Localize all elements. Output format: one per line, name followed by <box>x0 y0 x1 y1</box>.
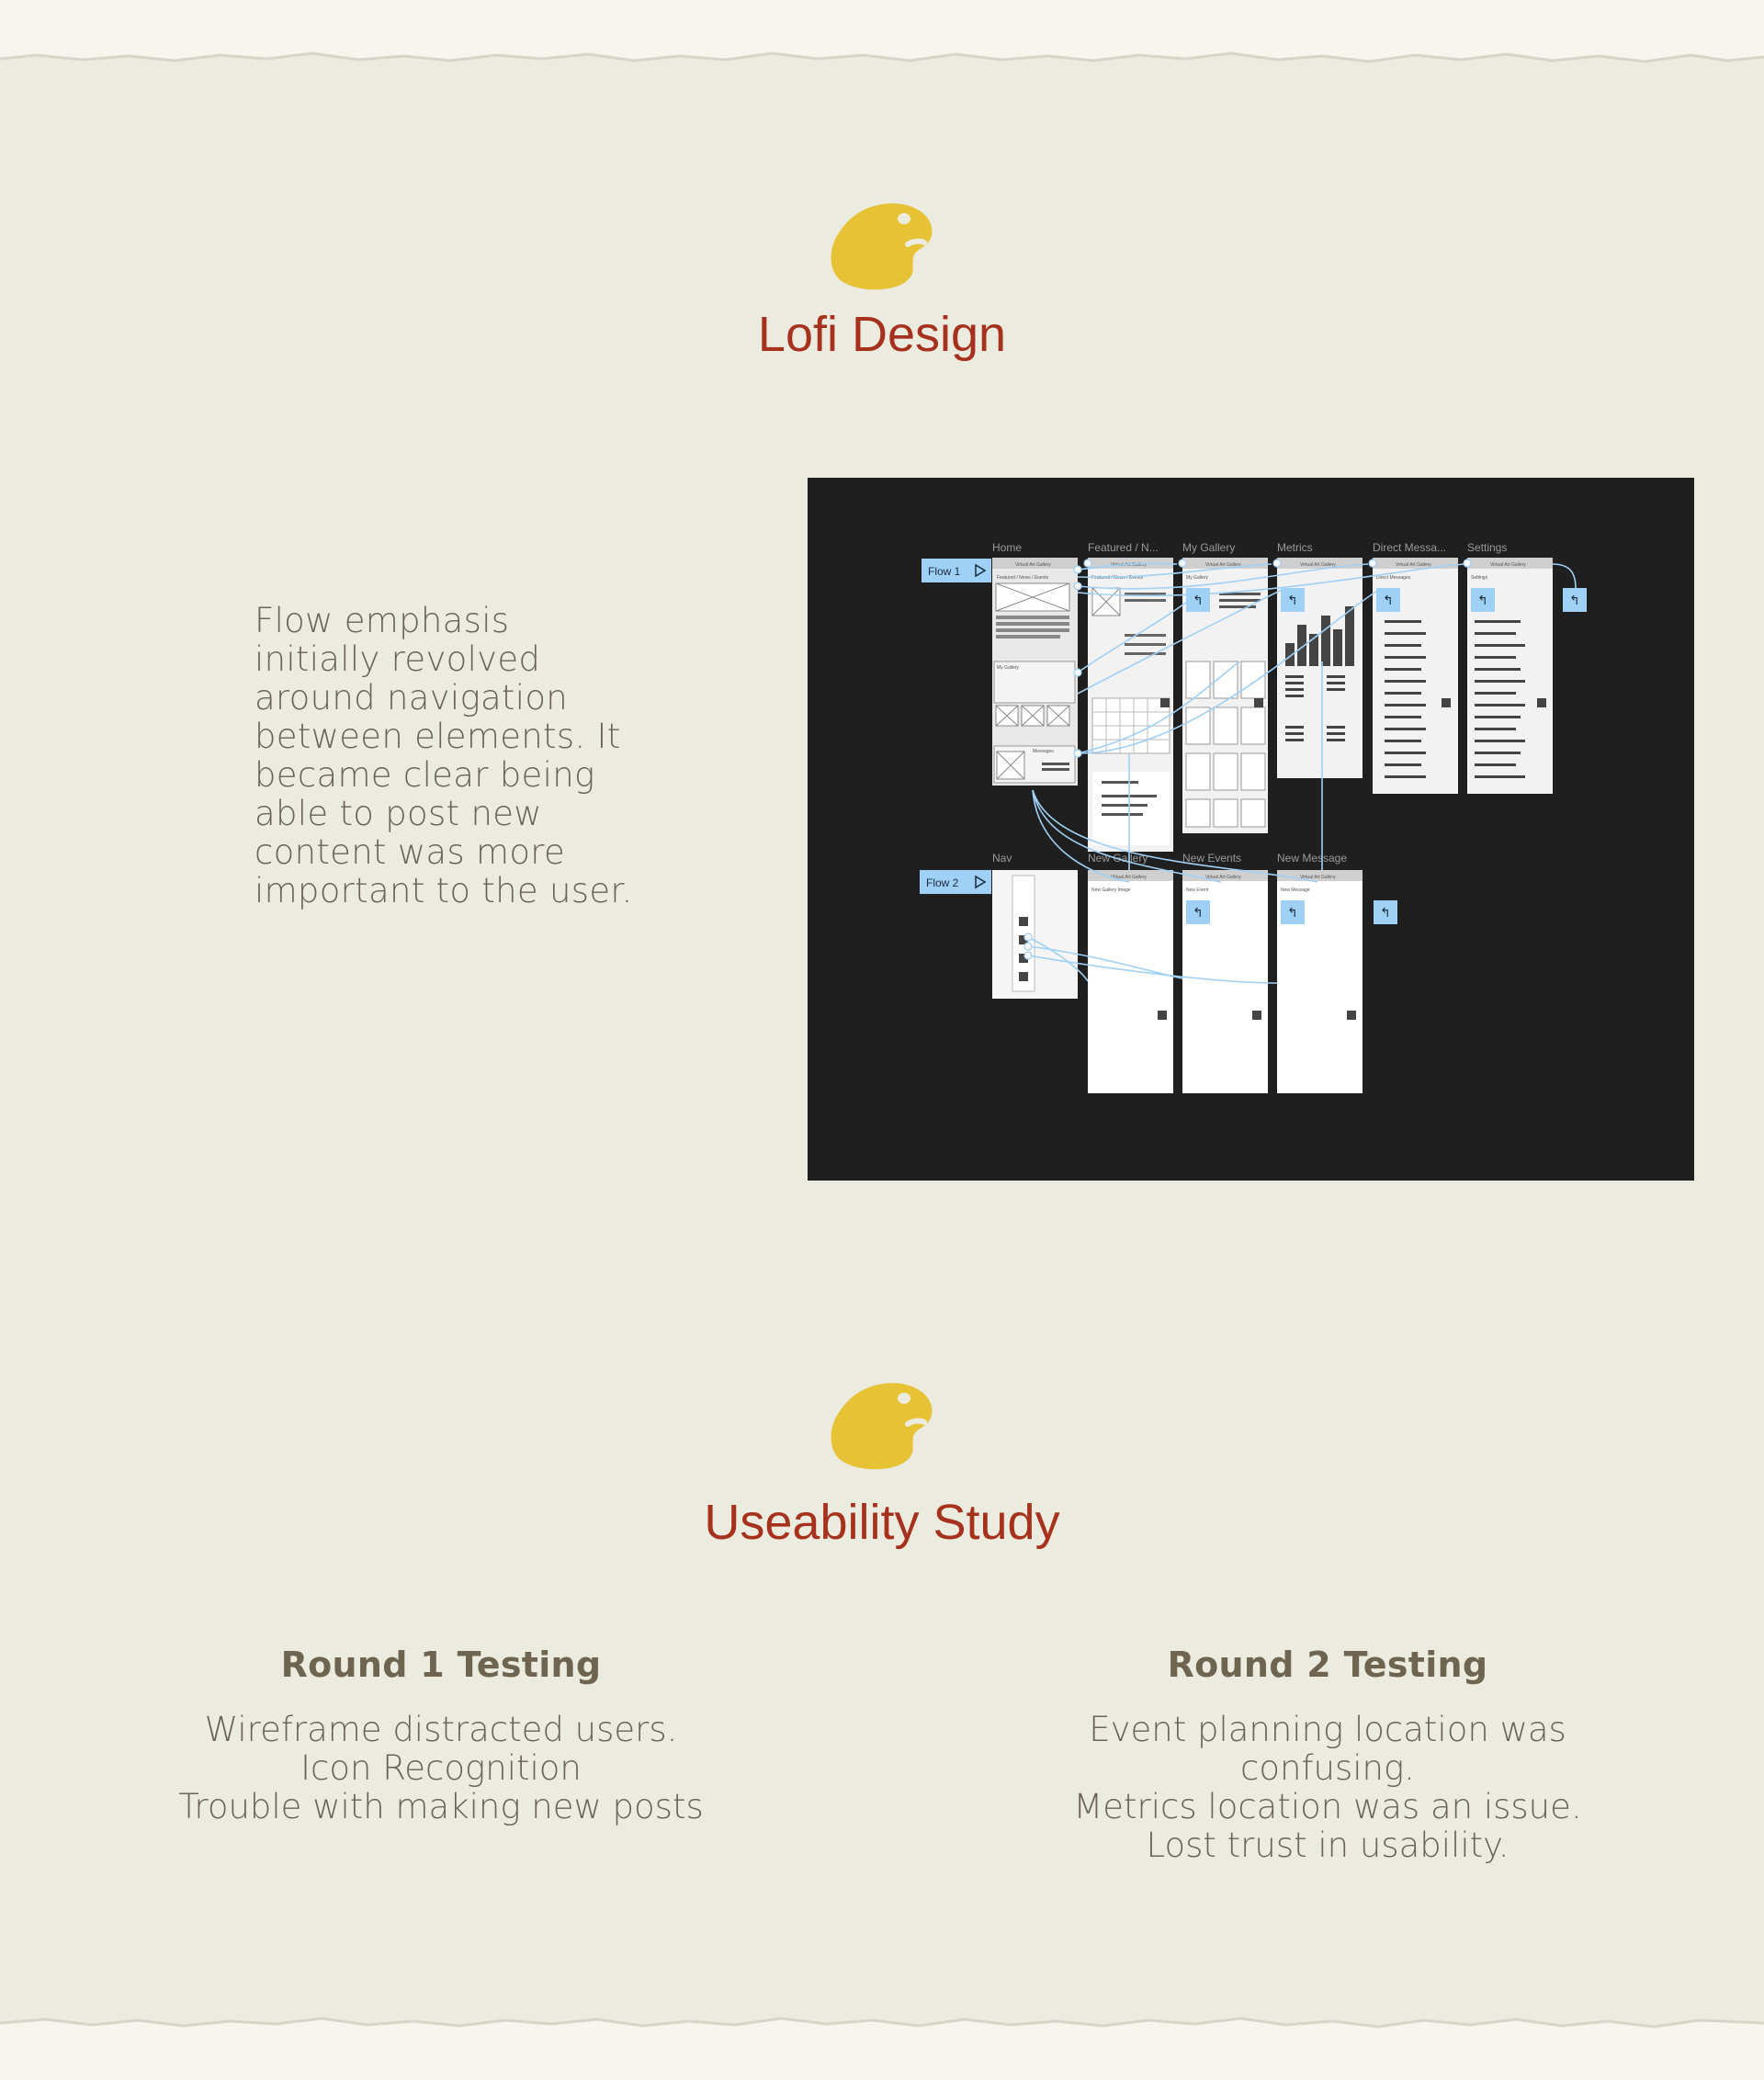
frame-metrics <box>1277 558 1363 778</box>
description-line: able to post new <box>254 794 542 833</box>
round-2-findings <box>1006 1711 1649 1865</box>
frame-label-featured: Featured / N... <box>1088 541 1159 554</box>
finding-line: Lost trust in usability. <box>1146 1826 1510 1865</box>
wireframe-prototype-board <box>808 478 1694 1181</box>
back-arrow-icon: ↰ <box>1287 593 1298 607</box>
flow-1-tag[interactable] <box>922 559 991 582</box>
frame-header-text: Virtual Art Gallery <box>1015 562 1051 568</box>
frame-header-text: Virtual Art Gallery <box>1111 875 1147 880</box>
round-1-findings <box>119 1711 763 1826</box>
flow-description <box>254 602 677 910</box>
frame-label-my-gallery: My Gallery <box>1182 541 1236 554</box>
frame-home <box>992 558 1078 786</box>
frame-label-metrics: Metrics <box>1277 541 1313 554</box>
finding-line: Event planning location was confusing. <box>1089 1710 1566 1788</box>
frame-label-new-gallery: New Gallery <box>1088 852 1148 865</box>
description-line: became clear being <box>254 755 595 795</box>
frame-sub-label: New Event <box>1186 887 1209 893</box>
finding-line: Metrics location was an issue. <box>1073 1787 1582 1826</box>
description-line: Flow emphasis <box>254 601 510 640</box>
finding-line: Icon Recognition <box>300 1748 582 1788</box>
frame-header-text: Virtual Art Gallery <box>1205 875 1241 880</box>
frame-new-message <box>1277 870 1363 1093</box>
frame-header-text: Virtual Art Gallery <box>1205 562 1241 568</box>
description-line: initially revolved <box>254 639 541 679</box>
flow-1-label: Flow 1 <box>928 565 961 578</box>
back-arrow-icon: ↰ <box>1569 593 1580 607</box>
round-2-title: Round 2 Testing <box>1167 1645 1488 1685</box>
description-line: around navigation <box>254 678 569 718</box>
frame-featured <box>1088 558 1173 852</box>
round-1-title: Round 1 Testing <box>280 1645 602 1685</box>
section-title-useability-study: Useability Study <box>704 1495 1060 1550</box>
frame-label-direct-messages: Direct Messa... <box>1373 541 1447 554</box>
back-arrow-icon: ↰ <box>1193 905 1204 920</box>
frame-header-text: Virtual Art Gallery <box>1111 562 1147 568</box>
frame-sub-label: Direct Messages <box>1376 575 1411 581</box>
frame-label-new-events: New Events <box>1182 852 1242 865</box>
finding-line: Trouble with making new posts <box>178 1787 704 1826</box>
palette-icon <box>827 200 937 292</box>
back-arrow-icon: ↰ <box>1380 905 1391 920</box>
frame-header-text: Virtual Art Gallery <box>1300 875 1336 880</box>
frame-header-text: Virtual Art Gallery <box>1490 562 1526 568</box>
frame-nav <box>992 870 1078 999</box>
frame-sub-label: My Gallery <box>1186 575 1208 581</box>
frame-label-settings: Settings <box>1467 541 1508 554</box>
torn-paper-top <box>0 0 1764 73</box>
frame-sub-label: New Message <box>1281 887 1310 893</box>
frame-label-nav: Nav <box>992 852 1012 865</box>
back-arrow-icon: ↰ <box>1383 593 1394 607</box>
flow-2-label: Flow 2 <box>926 876 959 889</box>
section-title-lofi-design: Lofi Design <box>757 307 1007 362</box>
frame-label-home: Home <box>992 541 1023 554</box>
frame-direct-messages <box>1373 558 1458 794</box>
back-arrow-icon: ↰ <box>1193 593 1204 607</box>
torn-paper-bottom <box>0 2007 1764 2080</box>
back-arrow-icon: ↰ <box>1477 593 1488 607</box>
frame-label-new-message: New Message <box>1277 852 1348 865</box>
frame-sub-label: Settings <box>1471 575 1488 581</box>
frame-sub-label: New Gallery Image <box>1091 887 1131 893</box>
frame-new-events <box>1182 870 1268 1093</box>
round-1-testing <box>119 1645 763 1826</box>
round-2-testing <box>1006 1645 1649 1865</box>
description-line: between elements. It <box>254 717 621 756</box>
back-arrow-icon: ↰ <box>1287 905 1298 920</box>
frame-new-gallery <box>1088 870 1173 1093</box>
frame-header-text: Virtual Art Gallery <box>1396 562 1431 568</box>
frame-header-text: Virtual Art Gallery <box>1300 562 1336 568</box>
frame-sub-label: Messages <box>1033 749 1054 754</box>
frame-my-gallery <box>1182 558 1268 833</box>
frame-settings <box>1467 558 1553 794</box>
frame-sub-label: My Gallery <box>997 665 1019 671</box>
frame-sub-label: Featured / News / Events <box>997 575 1049 581</box>
description-line: important to the user. <box>254 871 633 910</box>
flow-2-tag[interactable] <box>920 870 991 894</box>
finding-line: Wireframe distracted users. <box>204 1710 678 1749</box>
palette-icon <box>827 1380 937 1472</box>
description-line: content was more <box>254 832 566 872</box>
frame-sub-label: Featured / News / Events <box>1091 575 1144 581</box>
